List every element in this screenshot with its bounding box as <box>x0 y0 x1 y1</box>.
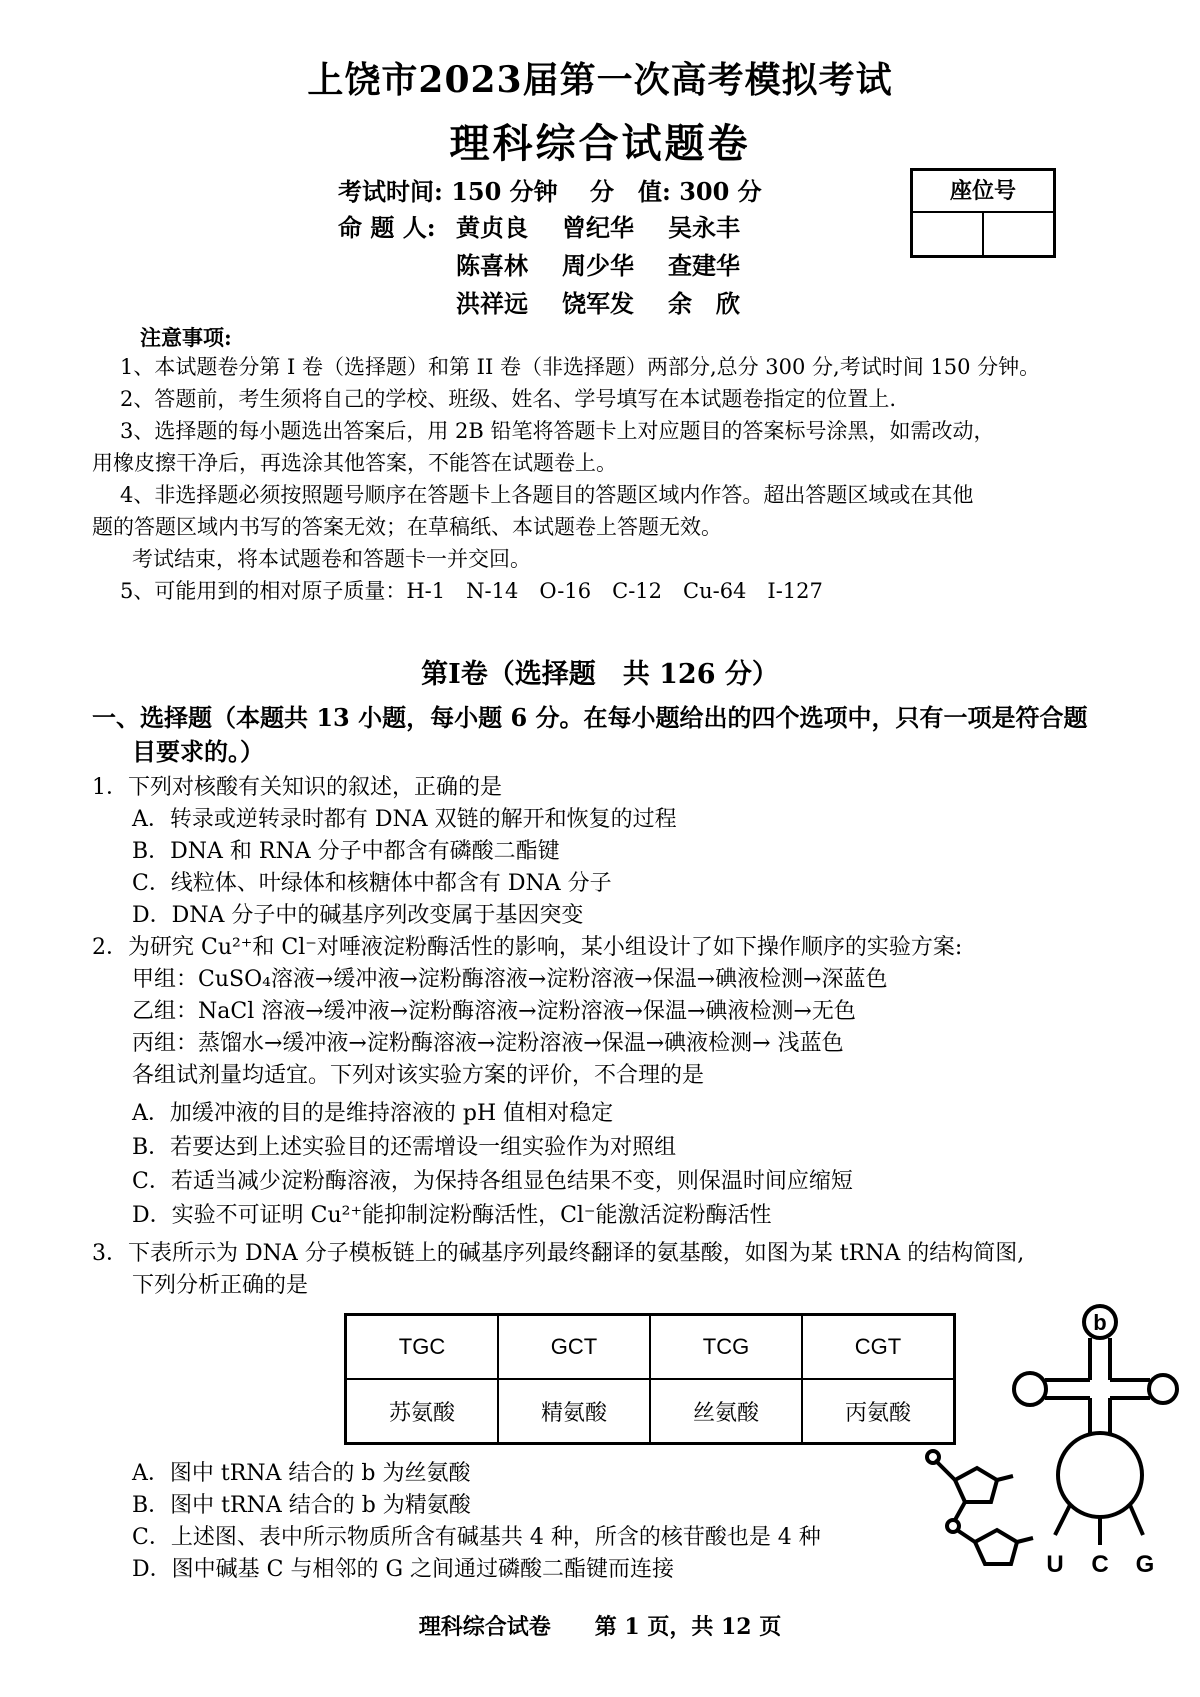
trna-left-loop <box>1014 1373 1046 1405</box>
q3-option-b: B．图中 tRNA 结合的 b 为精氨酸 <box>132 1493 471 1518</box>
author-name: 洪祥远 <box>456 289 528 318</box>
seat-cell-2 <box>984 213 1053 255</box>
trna-anticodon-stem <box>1090 1398 1110 1435</box>
author-name: 吴永丰 <box>668 213 740 242</box>
seat-number-box <box>910 168 1056 258</box>
author-name: 曾纪华 <box>562 213 634 242</box>
phosphate-icon <box>927 1451 939 1463</box>
note-item: 用橡皮擦干净后，再选涂其他答案，不能答在试题卷上。 <box>92 451 617 475</box>
trna-diagram <box>925 1300 1185 1600</box>
author-name: 黄贞良 <box>456 213 528 242</box>
trna-acceptor-stem <box>1090 1338 1110 1380</box>
section-title: 第I卷（选择题 共 126 分） <box>421 659 779 690</box>
part-instructions: 目要求的。） <box>132 737 264 766</box>
note-item: 1、本试题卷分第 I 卷（选择题）和第 II 卷（非选择题）两部分,总分 300 分,考试时间 150 分钟。 <box>120 355 1041 379</box>
q3-option-a: A．图中 tRNA 结合的 b 为丝氨酸 <box>132 1461 471 1486</box>
anticodon-base: G <box>1135 1551 1155 1578</box>
question-1-stem: 1．下列对核酸有关知识的叙述，正确的是 <box>92 775 502 800</box>
q2-option-d: D．实验不可证明 Cu²⁺能抑制淀粉酶活性，Cl⁻能激活淀粉酶活性 <box>132 1203 772 1228</box>
amino-acid-cell: 精氨酸 <box>498 1379 650 1444</box>
part-instructions: 一、选择题（本题共 13 小题，每小题 6 分。在每小题给出的四个选项中，只有一项是符合题 <box>92 703 1088 732</box>
q1-option-c: C．线粒体、叶绿体和核糖体中都含有 DNA 分子 <box>132 871 612 896</box>
author-name: 周少华 <box>562 251 634 280</box>
exam-title: 上饶市2023届第一次高考模拟考试 <box>307 59 893 101</box>
codon-row <box>346 1315 955 1380</box>
trna-b-label: b <box>1093 1310 1107 1335</box>
phosphate-link <box>957 1530 975 1542</box>
q3-option-d: D．图中碱基 C 与相邻的 G 之间通过磷酸二酯键而连接 <box>132 1557 675 1582</box>
q2-option-b: B．若要达到上述实验目的还需增设一组实验作为对照组 <box>132 1135 677 1160</box>
paper-subtitle: 理科综合试题卷 <box>449 120 751 167</box>
base-link <box>1017 1538 1033 1542</box>
note-item: 5、可能用到的相对原子质量：H-1 N-14 O-16 C-12 Cu-64 I-127 <box>120 579 823 603</box>
note-item: 4、非选择题必须按照题号顺序在答题卡上各题目的答题区域内作答。超出答题区域或在其他 <box>120 483 974 507</box>
q2-option-c: C．若适当减少淀粉酶溶液，为保持各组显色结果不变，则保温时间应缩短 <box>132 1169 853 1194</box>
amino-acid-cell: 丙氨酸 <box>802 1379 955 1444</box>
author-name: 余 欣 <box>668 289 740 318</box>
q1-option-b: B．DNA 和 RNA 分子中都含有磷酸二酯键 <box>132 839 560 864</box>
seat-cell-1 <box>913 213 984 255</box>
base-link <box>997 1476 1013 1480</box>
exam-time: 考试时间: 150 分钟 <box>338 177 558 206</box>
ribose-pentagon-icon <box>975 1530 1017 1564</box>
question-3-stem: 3．下表所示为 DNA 分子模板链上的碱基序列最终翻译的氨基酸，如图为某 tRNA 的结构简图, <box>92 1241 1025 1266</box>
q2-stem-tail: 各组试剂量均适宜。下列对该实验方案的评价，不合理的是 <box>132 1063 705 1088</box>
phosphodiester-link <box>955 1502 965 1520</box>
amino-acid-cell: 苏氨酸 <box>346 1379 499 1444</box>
trna-base-stubs <box>1055 1505 1143 1545</box>
codon-table <box>344 1313 956 1445</box>
exam-score: 分 值: 300 分 <box>590 177 762 206</box>
author-label: 命 题 人: <box>338 213 436 242</box>
note-item: 3、选择题的每小题选出答案后，用 2B 铅笔将答题卡上对应题目的答案标号涂黑，如需改动， <box>120 419 995 443</box>
amino-acid-row <box>346 1379 955 1444</box>
anticodon-base: U <box>1046 1551 1064 1578</box>
question-2-stem: 2．为研究 Cu²⁺和 Cl⁻对唾液淀粉酶活性的影响，某小组设计了如下操作顺序的实验方案: <box>92 935 963 960</box>
author-name: 饶军发 <box>562 289 634 318</box>
anticodon-base: C <box>1091 1551 1109 1578</box>
codon-cell: GCT <box>498 1315 650 1380</box>
codon-cell: CGT <box>802 1315 955 1380</box>
question-3-stem: 下列分析正确的是 <box>132 1273 309 1298</box>
note-item: 题的答题区域内书写的答案无效；在草稿纸、本试题卷上答题无效。 <box>92 515 722 539</box>
amino-acid-cell: 丝氨酸 <box>650 1379 802 1444</box>
ribose-pentagon-icon <box>955 1468 997 1502</box>
q2-option-a: A．加缓冲液的目的是维持溶液的 pH 值相对稳定 <box>132 1101 614 1126</box>
q2-group-bing: 丙组：蒸馏水→缓冲液→淀粉酶溶液→淀粉溶液→保温→碘液检测→ 浅蓝色 <box>132 1031 844 1056</box>
q2-group-jia: 甲组：CuSO₄溶液→缓冲液→淀粉酶溶液→淀粉溶液→保温→碘液检测→深蓝色 <box>132 967 888 992</box>
seat-number-label: 座位号 <box>913 171 1053 213</box>
trna-right-loop <box>1149 1375 1177 1403</box>
page-footer: 理科综合试卷 第 1 页，共 12 页 <box>418 1614 782 1640</box>
q1-option-d: D．DNA 分子中的碱基序列改变属于基因突变 <box>132 903 584 928</box>
q3-option-c: C．上述图、表中所示物质所含有碱基共 4 种，所含的核苷酸也是 4 种 <box>132 1525 821 1550</box>
trna-anticodon-loop <box>1058 1433 1142 1517</box>
notes-heading: 注意事项: <box>140 325 232 350</box>
trna-left-arm <box>1045 1380 1090 1398</box>
note-item: 2、答题前，考生须将自己的学校、班级、姓名、学号填写在本试题卷指定的位置上. <box>120 387 897 411</box>
note-item: 考试结束，将本试题卷和答题卡一并交回。 <box>132 547 531 571</box>
author-name: 陈喜林 <box>456 251 528 280</box>
trna-right-arm <box>1110 1380 1150 1398</box>
q1-option-a: A．转录或逆转录时都有 DNA 双链的解开和恢复的过程 <box>132 807 677 832</box>
q2-group-yi: 乙组：NaCl 溶液→缓冲液→淀粉酶溶液→淀粉溶液→保温→碘液检测→无色 <box>132 999 856 1024</box>
codon-cell: TCG <box>650 1315 802 1380</box>
author-name: 查建华 <box>668 251 740 280</box>
codon-cell: TGC <box>346 1315 499 1380</box>
